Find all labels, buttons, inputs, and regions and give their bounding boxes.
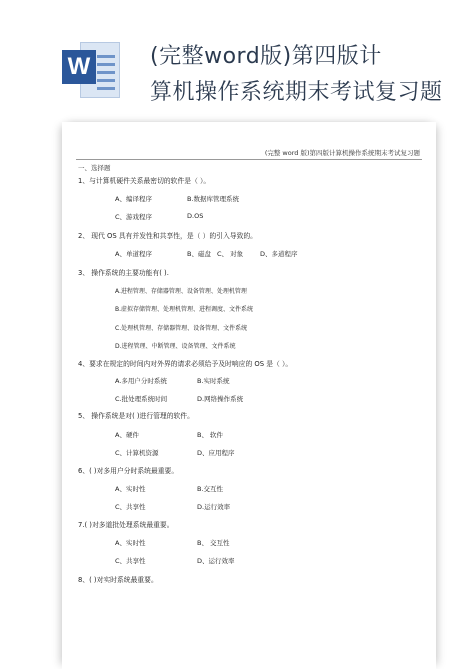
banner-title: [150, 39, 460, 111]
question-1: 1、与计算机硬件关系最密切的软件是（ ）。: [78, 177, 211, 185]
q2-option-d: D、多道程序: [260, 250, 298, 258]
q4-option-c: C.批处理系统时间: [115, 395, 168, 403]
q1-option-b: B.数据库管理系统: [187, 195, 240, 203]
q7-option-d: D、运行效率: [197, 557, 235, 565]
q3-option-b: B.虚拟存储管理、处理机管理、进程调度、文件系统: [115, 306, 254, 313]
q3-option-d: D.进程管理、中断管理、设备管理、文件系统: [115, 343, 236, 350]
q2-option-c: C、 对象: [217, 250, 244, 258]
word-logo-letter: W: [62, 50, 96, 84]
q2-option-a: A、单道程序: [115, 250, 152, 258]
question-4: 4、要求在规定的时间内对外界的请求必须给予及时响应的 OS 是（ ）。: [78, 360, 293, 368]
question-7: 7.( )对多道批处理系统最重要。: [78, 521, 174, 529]
q1-option-d: D.OS: [187, 212, 204, 220]
q7-option-c: C、共享性: [115, 557, 146, 565]
q5-option-d: D、应用程序: [197, 449, 235, 457]
question-8: 8、( )对实时系统最重要。: [78, 576, 158, 584]
q1-option-c: C、游戏程序: [115, 213, 153, 221]
header-divider: [76, 159, 422, 160]
question-6: 6、( )对多用户分时系统最重要。: [78, 467, 179, 475]
q7-option-b: B、 交互性: [197, 539, 230, 547]
q3-option-c: C.处理机管理、存储器管理、设备管理、文件系统: [115, 325, 248, 332]
q6-option-c: C、共享性: [115, 503, 146, 511]
page-header: (完整 word 版)第四版计算机操作系统期末考试复习题: [264, 149, 420, 157]
q2-option-b: B、磁盘: [187, 250, 211, 258]
q6-option-a: A、实时性: [115, 485, 146, 493]
q4-option-a: A.多用户分时系统: [115, 377, 167, 385]
question-3: 3、 操作系统的主要功能有( ).: [78, 269, 169, 277]
q5-option-a: A、硬件: [115, 431, 139, 439]
q3-option-a: A.进程管理、存储器管理、设备管理、处理机管理: [115, 288, 247, 295]
document-page: [62, 122, 436, 669]
q5-option-c: C、计算机资源: [115, 449, 159, 457]
q6-option-b: B.交互性: [197, 485, 224, 493]
banner-title-line-2: 算机操作系统期末考试复习题: [150, 80, 443, 105]
word-document-icon: [58, 38, 120, 100]
q5-option-b: B、 软件: [197, 431, 224, 439]
banner-title-line-1: (完整word版)第四版计: [150, 44, 382, 69]
q4-option-d: D.网络操作系统: [197, 395, 244, 403]
q6-option-d: D.运行效率: [197, 503, 231, 511]
question-2: 2、 现代 OS 具有并发性和共享性，是（ ）的引入导致的。: [78, 232, 257, 240]
q1-option-a: A、编译程序: [115, 195, 152, 203]
section-title: 一、选择题: [78, 164, 111, 172]
title-banner: [0, 0, 474, 118]
q4-option-b: B.实时系统: [197, 377, 230, 385]
question-5: 5、 操作系统是对( )进行管理的软件。: [78, 412, 194, 420]
q7-option-a: A、实时性: [115, 539, 146, 547]
